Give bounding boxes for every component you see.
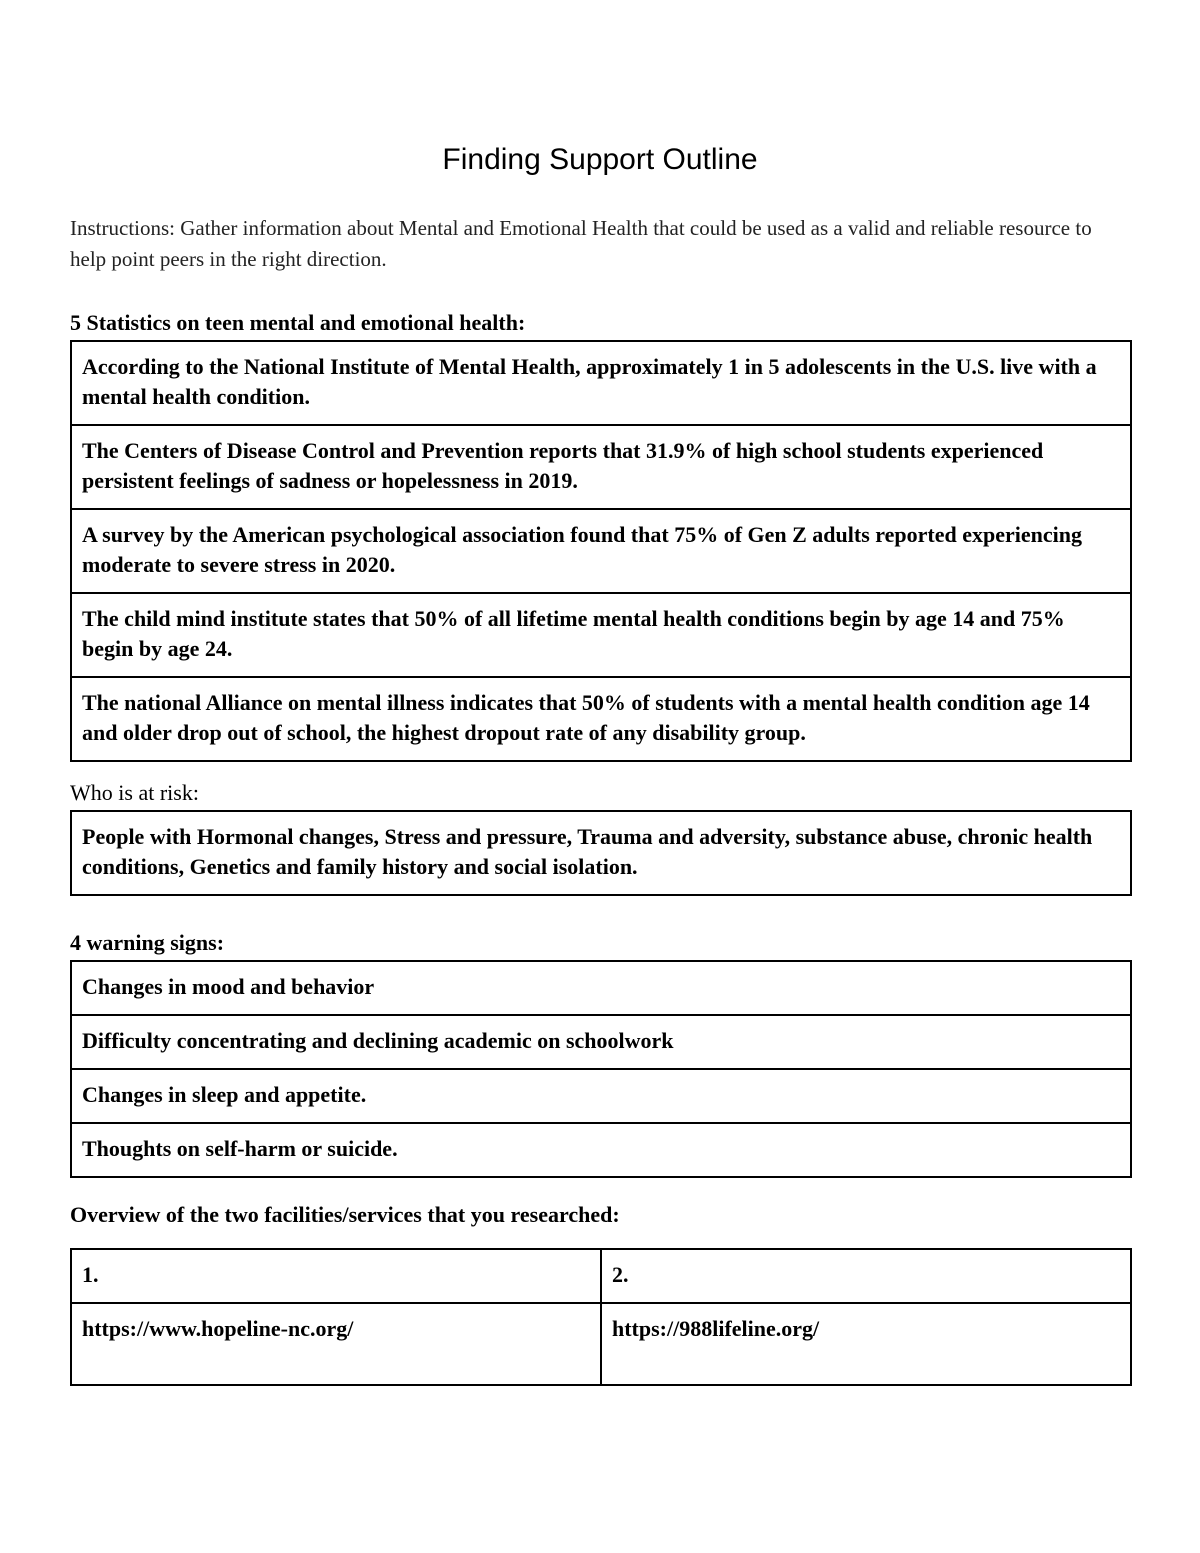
statistic-row	[71, 425, 1131, 509]
warning-sign-row	[71, 1015, 1131, 1069]
statistic-cell: According to the National Institute of Mental Health, approximately 1 in 5 adolescents in the U.S. live with a mental health condition.	[71, 341, 1131, 425]
warning-sign-row	[71, 1069, 1131, 1123]
statistic-row	[71, 593, 1131, 677]
facility-number-1: 1.	[71, 1249, 601, 1303]
warning-sign-cell: Changes in mood and behavior	[71, 961, 1131, 1015]
statistic-cell: A survey by the American psychological association found that 75% of Gen Z adults reported experiencing moderate to severe stress in 2020.	[71, 509, 1131, 593]
risk-label: Who is at risk:	[70, 780, 199, 805]
page-title: Finding Support Outline	[442, 143, 758, 176]
statistic-cell: The child mind institute states that 50% of all lifetime mental health conditions begin by age 14 and 75% begin by age 24.	[71, 593, 1131, 677]
instructions-text: Instructions: Gather information about Mental and Emotional Health that could be used as a valid and reliable resource to help point peers in the right direction.	[70, 216, 1092, 271]
statistic-row	[71, 509, 1131, 593]
statistic-row	[71, 677, 1131, 761]
facilities-label: Overview of the two facilities/services that you researched:	[70, 1202, 620, 1227]
facility-number-row	[71, 1249, 1131, 1303]
warning-sign-cell: Thoughts on self-harm or suicide.	[71, 1123, 1131, 1177]
facility-number-2: 2.	[601, 1249, 1131, 1303]
facility-url-row	[71, 1303, 1131, 1385]
statistic-row	[71, 341, 1131, 425]
facility-url-1: https://www.hopeline-nc.org/	[71, 1303, 601, 1385]
risk-row	[71, 811, 1131, 895]
warning-signs-label: 4 warning signs:	[70, 930, 225, 955]
statistic-cell: The Centers of Disease Control and Prevention reports that 31.9% of high school students experienced persistent feelings of sadness or hopelessness in 2019.	[71, 425, 1131, 509]
warning-sign-row	[71, 1123, 1131, 1177]
warning-sign-cell: Difficulty concentrating and declining academic on schoolwork	[71, 1015, 1131, 1069]
facilities-table	[70, 1248, 1132, 1386]
risk-cell: People with Hormonal changes, Stress and pressure, Trauma and adversity, substance abuse, chronic health conditions, Genetics and family history and social isolation.	[71, 811, 1131, 895]
risk-table	[70, 810, 1132, 896]
facility-url-2: https://988lifeline.org/	[601, 1303, 1131, 1385]
statistic-cell: The national Alliance on mental illness indicates that 50% of students with a mental health condition age 14 and older drop out of school, the highest dropout rate of any disability group.	[71, 677, 1131, 761]
statistics-label: 5 Statistics on teen mental and emotional health:	[70, 310, 526, 335]
warning-signs-table	[70, 960, 1132, 1178]
statistics-table	[70, 340, 1132, 762]
warning-sign-row	[71, 961, 1131, 1015]
warning-sign-cell: Changes in sleep and appetite.	[71, 1069, 1131, 1123]
